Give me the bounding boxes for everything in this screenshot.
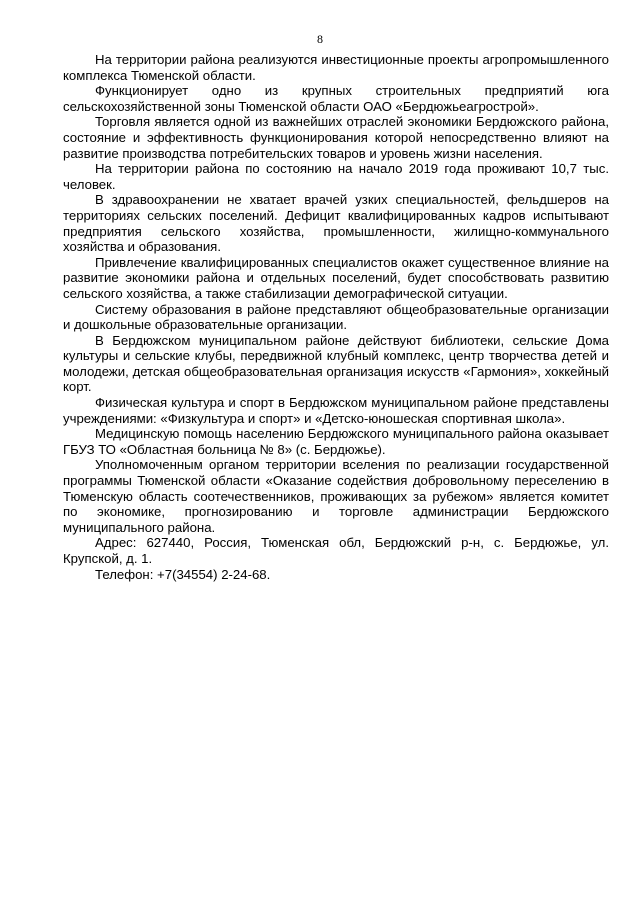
page-number: 8 [317,32,323,46]
paragraph-trade: Торговля является одной из важнейших отраслей экономики Бердюжского района, состояние и эффективность функционирования которой непосредственно влияют на развитие производства потребительских товаров и уровень жизни населения. [63,114,609,161]
paragraph-construction-enterprise: Функционирует одно из крупных строительных предприятий юга сельскохозяйственной зоны Тюменской области ОАО «Бердюжьеагрострой». [63,83,609,114]
paragraph-authorized-body: Уполномоченным органом территории вселения по реализации государственной программы Тюменской области «Оказание содействия добровольному переселению в Тюменскую область соотечественников, проживающих за рубежом» является комитет по экономике, прогнозированию и торговле администрации Бердюжского муниципального района. [63,457,609,535]
paragraph-sport: Физическая культура и спорт в Бердюжском муниципальном районе представлены учреждениями: «Физкультура и спорт» и «Детско-юношеская спортивная школа». [63,395,609,426]
paragraph-healthcare-shortage: В здравоохранении не хватает врачей узких специальностей, фельдшеров на территориях сельских поселений. Дефицит квалифицированных кадров испытывают предприятия сельского хозяйства, промышленности, жилищно-коммунального хозяйства и образования. [63,192,609,255]
paragraph-culture: В Бердюжском муниципальном районе действуют библиотеки, сельские Дома культуры и сельские клубы, передвижной клубный комплекс, центр творчества детей и молодежи, детская общеобразовательная организация искусств «Гармония», хоккейный корт. [63,332,609,395]
paragraph-specialists: Привлечение квалифицированных специалистов окажет существенное влияние на развитие экономики района и отдельных поселений, будет способствовать развитию сельского хозяйства, а также стабилизации демографической ситуации. [63,254,609,301]
paragraph-phone: Телефон: +7(34554) 2-24-68. [95,566,271,582]
paragraph-medical-care: Медицинскую помощь населению Бердюжского муниципального района оказывает ГБУЗ ТО «Областная больница № 8» (с. Бердюжье). [63,426,609,457]
body-text [63,52,609,582]
paragraph-education: Систему образования в районе представляют общеобразовательные организации и дошкольные образовательные организации. [63,301,609,333]
paragraph-address: Адрес: 627440, Россия, Тюменская обл, Бердюжский р-н, с. Бердюжье, ул. Крупской, д. 1. [63,535,609,566]
paragraph-population: На территории района по состоянию на начало 2019 года проживают 10,7 тыс. человек. [63,161,609,192]
paragraph-investment-projects: На территории района реализуются инвестиционные проекты агропромышленного комплекса Тюменской области. [63,52,609,83]
